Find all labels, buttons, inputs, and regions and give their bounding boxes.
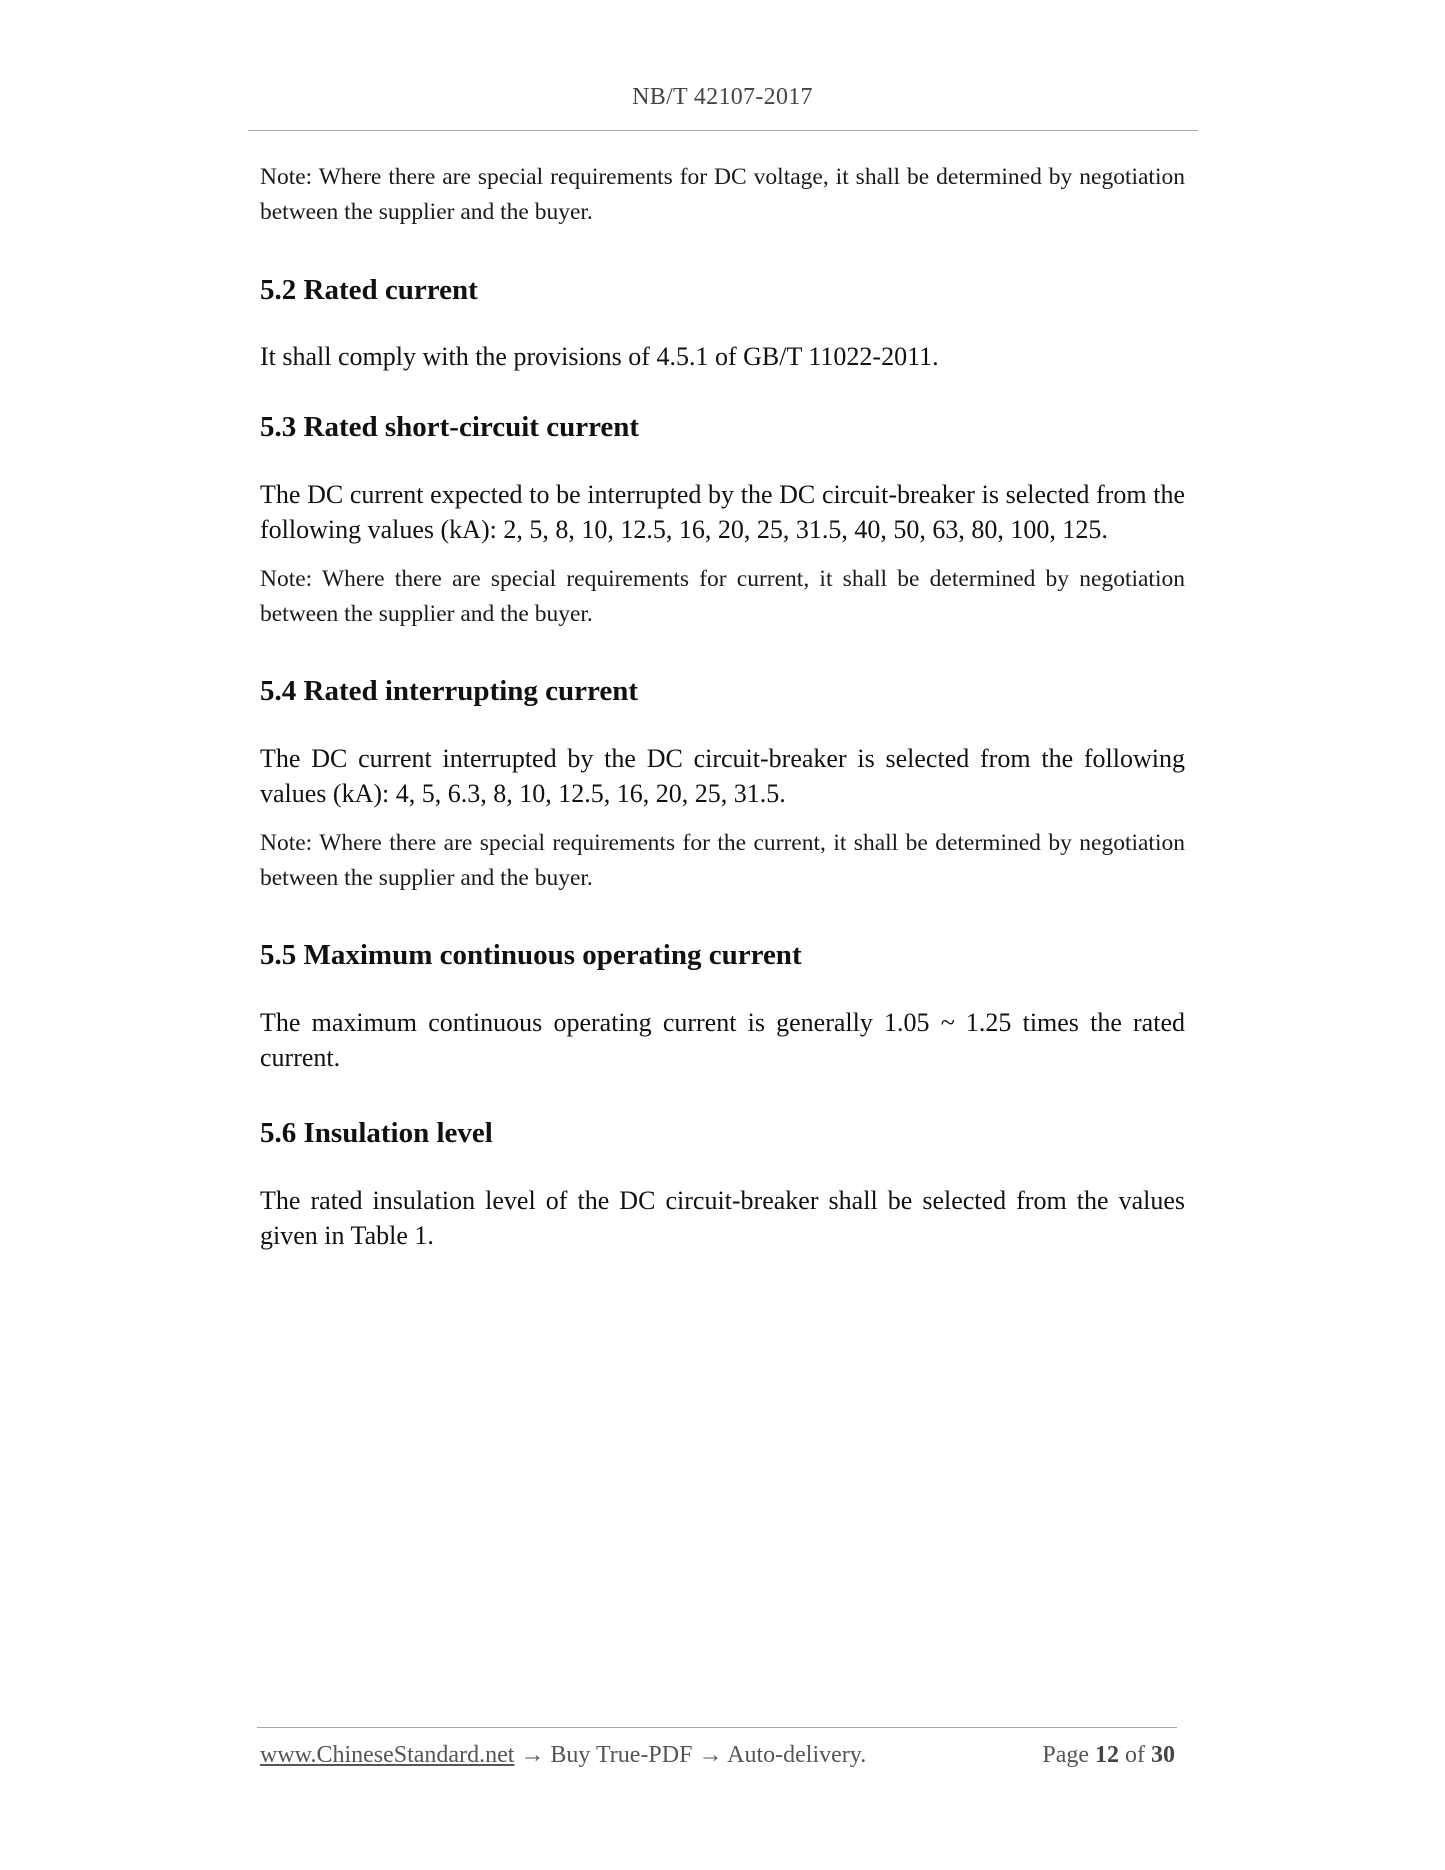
note-5-4: Note: Where there are special requirements for the current, it shall be determined by negotiation between the supplier and the buyer. (260, 830, 1185, 891)
buy-text: Buy True-PDF (550, 1742, 693, 1768)
footer-divider (257, 1727, 1177, 1728)
page-current: 12 (1095, 1742, 1119, 1768)
page-content (260, 160, 1185, 1253)
body-5-6: The rated insulation level of the DC circuit-breaker shall be selected from the values given in Table 1. (260, 1186, 1185, 1250)
header-divider (248, 130, 1198, 131)
note-5-3: Note: Where there are special requirements for current, it shall be determined by negotiation between the supplier and the buyer. (260, 566, 1185, 627)
heading-5-4: 5.4 Rated interrupting current (260, 675, 639, 707)
page-footer (260, 1742, 1175, 1769)
heading-5-2: 5.2 Rated current (260, 274, 478, 306)
page-of: of (1125, 1742, 1145, 1768)
heading-5-5: 5.5 Maximum continuous operating current (260, 939, 802, 971)
page-label: Page (1042, 1742, 1089, 1768)
body-5-2: It shall comply with the provisions of 4.5.1 of GB/T 11022-2011. (260, 342, 939, 371)
site-link[interactable]: www.ChineseStandard.net (260, 1742, 515, 1768)
arrow-icon: → (698, 1742, 723, 1768)
arrow-icon: → (520, 1742, 545, 1768)
page-total: 30 (1151, 1742, 1175, 1768)
body-5-3: The DC current expected to be interrupted by the DC circuit-breaker is selected from the following values (kA): 2, 5, 8, 10, 12.5, 16, 20, 25, 31.5, 40, 50, 63, 80, 100, 125. (260, 480, 1185, 544)
heading-5-6: 5.6 Insulation level (260, 1117, 493, 1149)
delivery-text: Auto-delivery. (727, 1742, 867, 1768)
note-dc-voltage: Note: Where there are special requirements for DC voltage, it shall be determined by negotiation between the supplier and the buyer. (260, 164, 1185, 225)
page-number (1042, 1742, 1175, 1769)
body-5-5: The maximum continuous operating current is generally 1.05 ~ 1.25 times the rated current. (260, 1008, 1185, 1072)
heading-5-3: 5.3 Rated short-circuit current (260, 411, 640, 443)
body-5-4: The DC current interrupted by the DC circuit-breaker is selected from the following values (kA): 4, 5, 6.3, 8, 10, 12.5, 16, 20, 25, 31.5. (260, 744, 1185, 808)
document-id-header: NB/T 42107-2017 (632, 84, 813, 110)
footer-links (260, 1742, 866, 1769)
